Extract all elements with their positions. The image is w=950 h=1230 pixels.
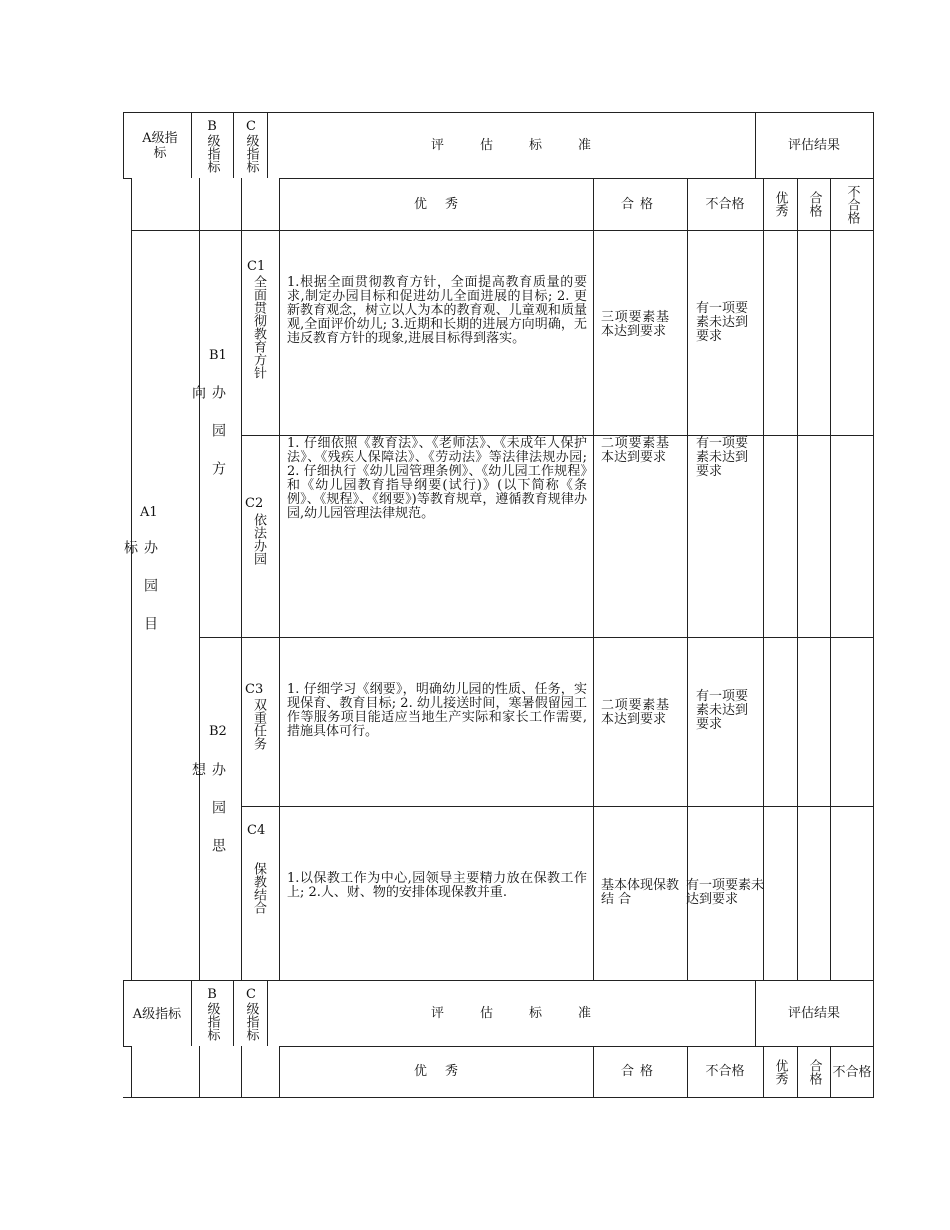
c3-name: 双重任务 xyxy=(251,698,266,750)
c1-name: 全面贯彻教育方针 xyxy=(251,275,266,379)
c3-excellent: 1. 仔细学习《纲要》，明确幼儿园的性质、任务，实现保育、教育目标; 2. 幼儿接送时间，寒暑假留园工作等服务项目能适应当地生产实际和家长工作需要,措施具体可行。 xyxy=(287,682,587,739)
subheader-excellent: 优秀 xyxy=(413,196,476,212)
c2-code: C2 xyxy=(245,496,264,511)
c2-excellent: 1. 仔细依照《教育法》、《老师法》、《未成年人保护法》、《残疾人保障法》、《劳动法》等法律法规办园; 2. 仔细执行《幼儿园管理条例》、《幼儿园工作规程》和《幼儿园教育指导纲要(试行)》(以下简称《条例》、《规程》、《纲要》)等教育规章，遵循教育规律办园,幼儿园管理法律规范。 xyxy=(287,436,587,521)
b2-name: 办园思想 xyxy=(190,762,226,876)
c1-qualified: 三项要素基本达到要求 xyxy=(601,310,669,339)
header2-a-level: A级指标 xyxy=(132,1006,182,1022)
result-qualified: 合格 xyxy=(806,191,822,217)
a1-name: 办园目标 xyxy=(122,540,158,654)
a1-code: A1 xyxy=(140,505,158,520)
result-unqualified: 不合格 xyxy=(844,184,860,224)
c1-unqualified: 有一项要素未达到要求 xyxy=(696,301,749,344)
header2-result: 评估结果 xyxy=(787,1005,840,1021)
result2-qualified: 合格 xyxy=(806,1059,822,1085)
c4-excellent: 1.以保教工作为中心,园领导主要精力放在保教工作上; 2.人、财、物的安排体现保教并重. xyxy=(287,871,587,900)
b2-code: B2 xyxy=(209,724,227,739)
subheader-unqualified: 不合格 xyxy=(705,196,745,212)
c3-unqualified: 有一项要素未达到要求 xyxy=(696,689,749,732)
c4-qualified: 基本体现保教结 合 xyxy=(601,878,680,907)
subheader-qualified: 合格 xyxy=(620,196,659,212)
c2-name: 依法办园 xyxy=(251,513,266,565)
result2-excellent: 优秀 xyxy=(772,1059,788,1085)
c3-qualified: 二项要素基本达到要求 xyxy=(601,698,669,727)
header2-c-level: C级指标 xyxy=(243,987,259,1041)
c2-qualified: 二项要素基本达到要求 xyxy=(601,436,669,465)
c2-unqualified: 有一项要素未达到要求 xyxy=(696,436,749,479)
result2-unqualified: 不合格 xyxy=(832,1064,872,1080)
header-result: 评估结果 xyxy=(787,137,840,153)
header-c-level: C级指标 xyxy=(243,119,259,173)
subheader2-qualified: 合格 xyxy=(620,1064,659,1079)
b1-name: 办园方向 xyxy=(190,385,226,499)
c1-code: C1 xyxy=(247,259,266,274)
c1-excellent: 1.根据全面贯彻教育方针，全面提高教育质量的要求,制定办园目标和促进幼儿全面进展的目标; 2. 更新教育观念，树立以人为本的教育观、儿童观和质量观,全面评价幼儿; 3.近期和长期的进展方向明确，无违反教育方针的现象,进展目标得到落实。 xyxy=(287,275,587,346)
subheader2-unqualified: 不合格 xyxy=(705,1064,745,1079)
header-a-level: A级指标 xyxy=(142,131,178,161)
c4-name: 保教结合 xyxy=(251,862,266,914)
result-excellent: 优秀 xyxy=(772,191,788,217)
b1-code: B1 xyxy=(209,348,227,363)
header-b-level: B级指标 xyxy=(204,119,220,173)
header-standard: 评估标准 xyxy=(430,137,627,153)
c4-unqualified: 有一项要素未达到要求 xyxy=(686,878,765,907)
header2-standard: 评估标准 xyxy=(430,1005,627,1021)
header2-b-level: B级指标 xyxy=(204,987,220,1041)
c4-code: C4 xyxy=(247,823,266,838)
subheader2-excellent: 优秀 xyxy=(413,1064,476,1079)
c3-code: C3 xyxy=(245,682,264,697)
